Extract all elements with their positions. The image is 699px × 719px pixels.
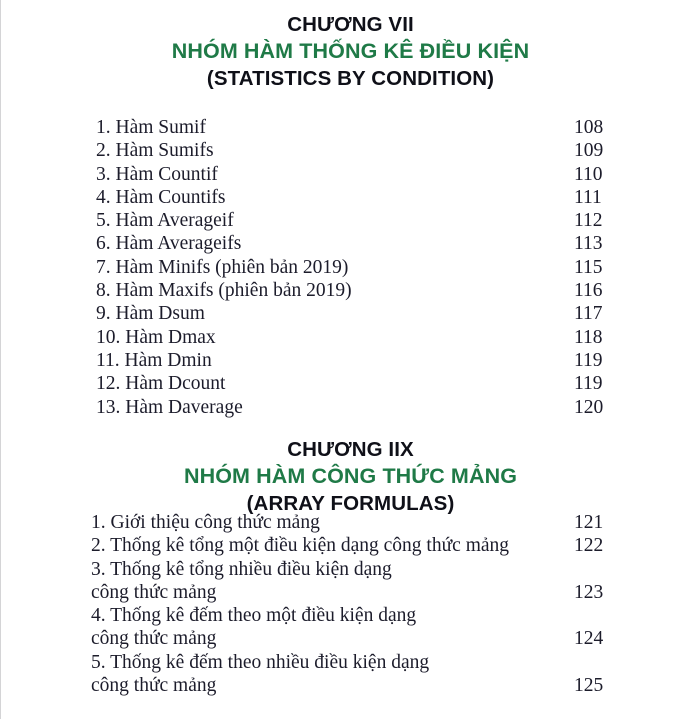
- toc-entry-page: 110: [574, 163, 603, 185]
- toc-entry[interactable]: [96, 256, 656, 279]
- chapter-title-vietnamese-iix: NHÓM HÀM CÔNG THỨC MẢNG: [183, 464, 518, 488]
- chapter-number-iix: CHƯƠNG IIX: [287, 438, 414, 461]
- toc-entry-page: 119: [574, 373, 603, 395]
- toc-entry-title: 9. Hàm Dsum: [96, 303, 205, 325]
- toc-entry-title: 10. Hàm Dmax: [96, 326, 216, 348]
- toc-entry[interactable]: [96, 302, 656, 325]
- toc-entry[interactable]: [91, 534, 656, 557]
- toc-entry-title: 6. Hàm Averageifs: [96, 233, 242, 255]
- chapter-title-english-iix: (ARRAY FORMULAS): [246, 492, 455, 515]
- toc-entry-title: 8. Hàm Maxifs (phiên bản 2019): [96, 280, 352, 302]
- toc-entry-page: 116: [574, 280, 603, 302]
- chapter-number-vii: CHƯƠNG VII: [287, 13, 414, 36]
- toc-entry-page: 125: [574, 675, 604, 697]
- toc-entry-title: công thức mảng: [91, 628, 217, 650]
- toc-entry-title: 4. Thống kê đếm theo một điều kiện dạng: [91, 605, 417, 627]
- toc-entry-title: 1. Giới thiệu công thức mảng: [91, 512, 320, 533]
- toc-entry-title: 3. Hàm Countif: [96, 163, 218, 185]
- toc-entry-title: 13. Hàm Daverage: [96, 396, 243, 418]
- toc-entry[interactable]: [91, 558, 656, 581]
- toc-entry-title: 5. Hàm Averageif: [96, 210, 234, 232]
- toc-entry[interactable]: [91, 651, 656, 674]
- toc-entry-page: 119: [574, 349, 603, 371]
- toc-entry[interactable]: [96, 372, 656, 395]
- toc-entry[interactable]: [96, 326, 656, 349]
- toc-entry-continuation[interactable]: [91, 627, 656, 650]
- chapter-heading-iix: [1, 437, 699, 517]
- toc-list-chapter-vii: [96, 116, 656, 419]
- toc-entry-page: 118: [574, 326, 603, 348]
- toc-entry-title: 2. Hàm Sumifs: [96, 140, 214, 162]
- toc-entry-title: 12. Hàm Dcount: [96, 373, 226, 395]
- toc-entry-title: công thức mảng: [91, 581, 217, 603]
- toc-list-chapter-iix: [91, 511, 656, 697]
- toc-entry[interactable]: [96, 209, 656, 232]
- toc-entry[interactable]: [91, 604, 656, 627]
- toc-entry-page: 121: [574, 512, 604, 533]
- toc-entry-page: 108: [574, 117, 604, 138]
- toc-entry-title: 1. Hàm Sumif: [96, 117, 206, 138]
- toc-entry[interactable]: [96, 163, 656, 186]
- toc-entry-continuation[interactable]: [91, 581, 656, 604]
- toc-entry-page: 112: [574, 210, 603, 232]
- toc-entry-page: 113: [574, 233, 603, 255]
- toc-entry[interactable]: [96, 279, 656, 302]
- toc-entry[interactable]: [96, 186, 656, 209]
- toc-entry-page: 122: [574, 535, 604, 557]
- toc-entry-page: 115: [574, 256, 603, 278]
- toc-entry[interactable]: [91, 511, 656, 534]
- chapter-title-vietnamese-vii: NHÓM HÀM THỐNG KÊ ĐIỀU KIỆN: [171, 39, 530, 63]
- toc-entry[interactable]: [96, 139, 656, 162]
- toc-entry-page: 123: [574, 581, 604, 603]
- toc-entry[interactable]: [96, 396, 656, 419]
- toc-entry-page: 109: [574, 140, 604, 162]
- toc-entry-page: 111: [574, 186, 602, 208]
- toc-entry-title: 11. Hàm Dmin: [96, 349, 212, 371]
- toc-entry-continuation[interactable]: [91, 674, 656, 697]
- toc-entry[interactable]: [96, 116, 656, 139]
- chapter-heading-vii: [1, 12, 699, 92]
- toc-entry-title: 7. Hàm Minifs (phiên bản 2019): [96, 256, 349, 278]
- toc-entry-title: công thức mảng: [91, 675, 217, 697]
- chapter-title-english-vii: (STATISTICS BY CONDITION): [206, 67, 495, 90]
- toc-entry-title: 4. Hàm Countifs: [96, 186, 226, 208]
- toc-entry-page: 124: [574, 628, 604, 650]
- toc-entry-page: 120: [574, 396, 604, 418]
- toc-entry[interactable]: [96, 349, 656, 372]
- toc-entry-page: 117: [574, 303, 603, 325]
- toc-entry-title: 5. Thống kê đếm theo nhiều điều kiện dạng: [91, 651, 430, 673]
- toc-entry-title: 2. Thống kê tổng một điều kiện dạng công thức mảng: [91, 535, 510, 557]
- toc-entry-title: 3. Thống kê tổng nhiều điều kiện dạng: [91, 558, 392, 580]
- toc-entry[interactable]: [96, 232, 656, 255]
